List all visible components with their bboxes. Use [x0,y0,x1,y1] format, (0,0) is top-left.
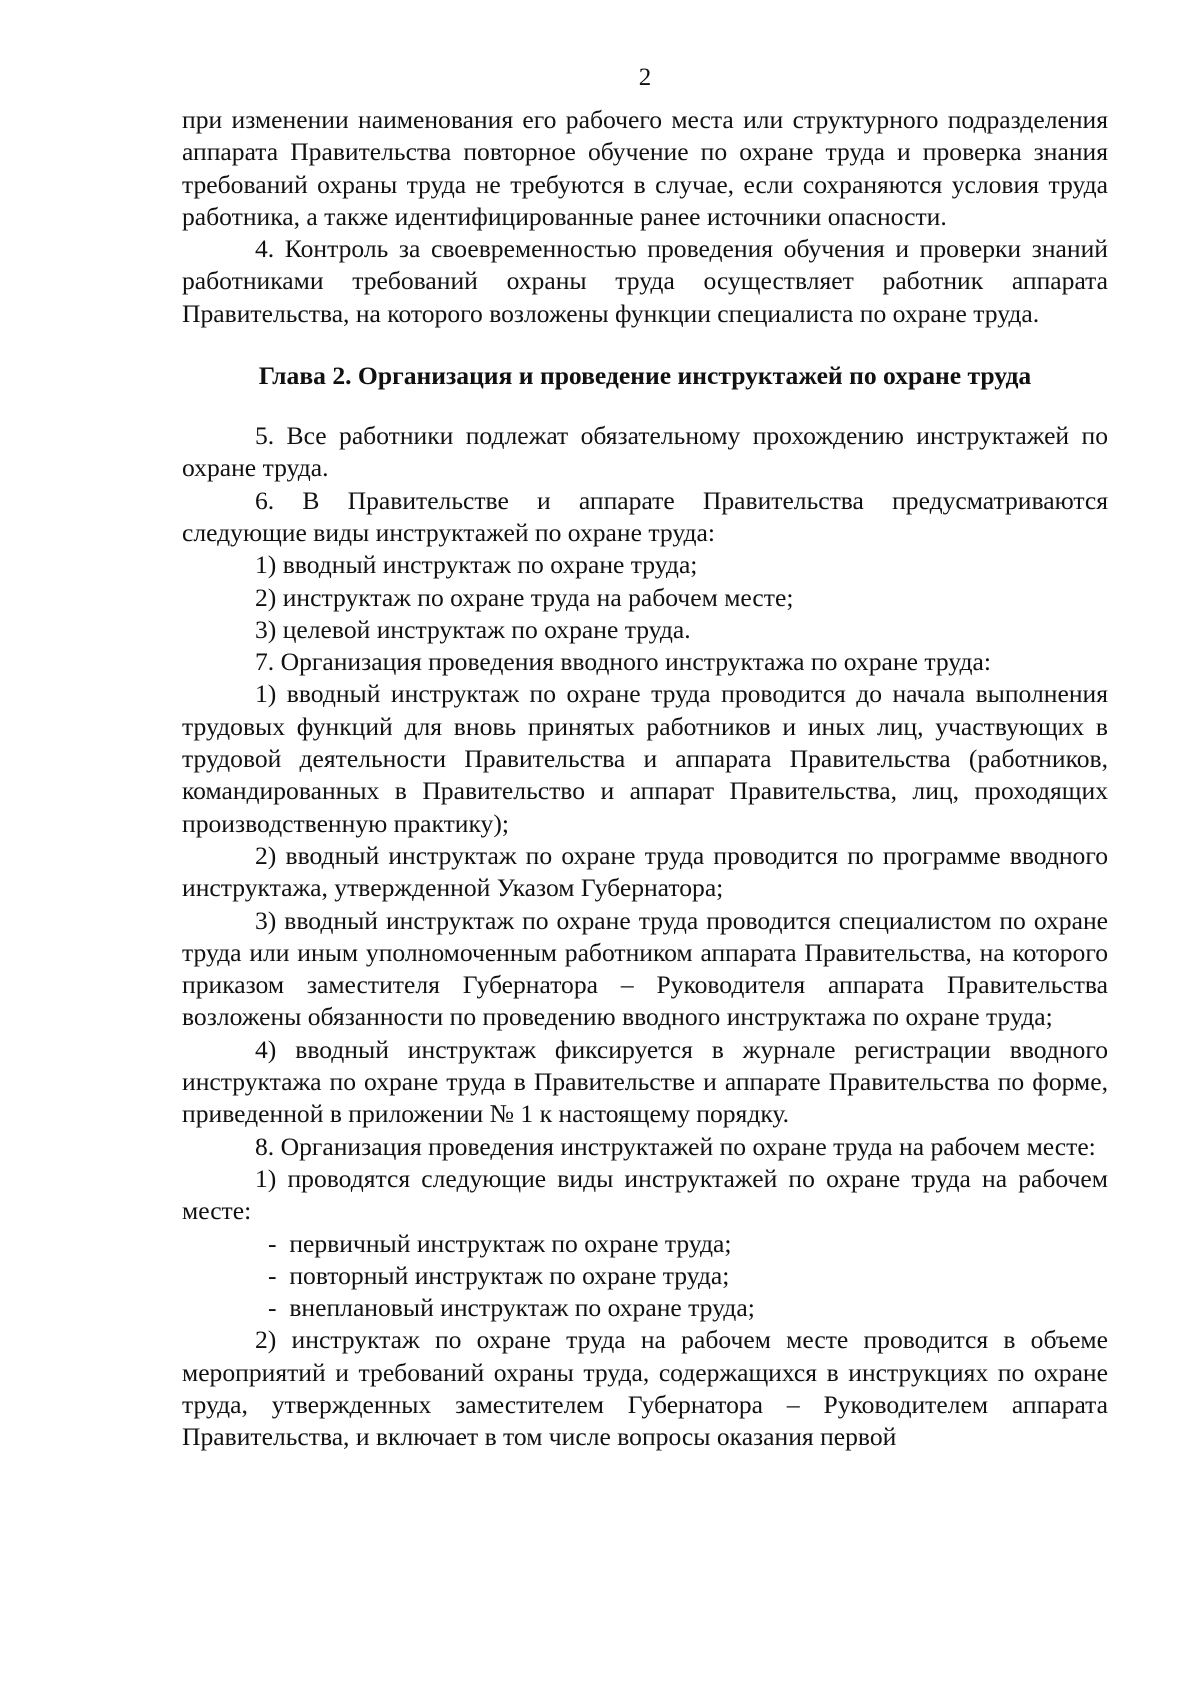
list-item: 3) вводный инструктаж по охране труда проводится специалистом по охране труда или иным уполномоченным работником аппарата Правительства, на которого приказом заместителя Губернатора – Руководителя аппарата Правительства возложены обязанности по проведению вводного инструктажа по охране труда; [182,905,1108,1032]
list-item: 4) вводный инструктаж фиксируется в журнале регистрации вводного инструктажа по охране труда в Правительстве и аппарате Правительства по форме, приведенной в приложении № 1 к настоящему порядку. [182,1034,1108,1129]
dash-list-item: - повторный инструктаж по охране труда; [268,1260,730,1290]
paragraph-4: 4. Контроль за своевременностью проведения обучения и проверки знаний работниками требований охраны труда осуществляет работник аппарата Правительства, на которого возложены функции специалиста по охране труда. [182,234,1108,328]
list-item: 1) вводный инструктаж по охране труда; [255,550,698,580]
list-item: 2) инструктаж по охране труда на рабочем месте проводится в объеме мероприятий и требований охраны труда, содержащихся в инструкциях по охране труда, утвержденных заместителем Губернатора – Руководителем аппарата Правительства, и включает в том числе вопросы оказания первой [182,1325,1108,1452]
chapter-heading: Глава 2. Организация и проведение инструктажей по охране труда [258,361,1032,391]
paragraph-6: 6. В Правительстве и аппарате Правительства предусматриваются следующие виды инструктажей по охране труда: [182,485,1108,547]
dash-list-item: - первичный инструктаж по охране труда; [268,1228,732,1258]
paragraph-7: 7. Организация проведения вводного инструктажа по охране труда: [255,647,991,677]
list-item: 1) проводятся следующие виды инструктажей по охране труда на рабочем месте: [182,1163,1108,1226]
list-item: 2) вводный инструктаж по охране труда проводится по программе вводного инструктажа, утвержденной Указом Губернатора; [182,840,1108,903]
list-item: 3) целевой инструктаж по охране труда. [255,614,691,644]
document-body [182,104,1108,1454]
paragraph-continuation: при изменении наименования его рабочего места или структурного подразделения аппарата Правительства повторное обучение по охране труда и проверка знания требований охраны труда не требуются в случае, если сохраняются условия труда работника, а также идентифицированные ранее источники опасности. [182,105,1108,231]
list-item: 2) инструктаж по охране труда на рабочем месте; [255,582,794,612]
dash-list-item: - внеплановый инструктаж по охране труда; [268,1293,755,1323]
paragraph-8: 8. Организация проведения инструктажей по охране труда на рабочем месте: [255,1131,1096,1161]
page-number: 2 [638,64,652,91]
list-item: 1) вводный инструктаж по охране труда проводится до начала выполнения трудовых функций для вновь принятых работников и иных лиц, участвующих в трудовой деятельности Правительства и аппарата Правительства (работников, командированных в Правительство и аппарат Правительства, лиц, проходящих производственную практику); [182,679,1108,838]
paragraph-5: 5. Все работники подлежат обязательному прохождению инструктажей по охране труда. [182,421,1108,483]
